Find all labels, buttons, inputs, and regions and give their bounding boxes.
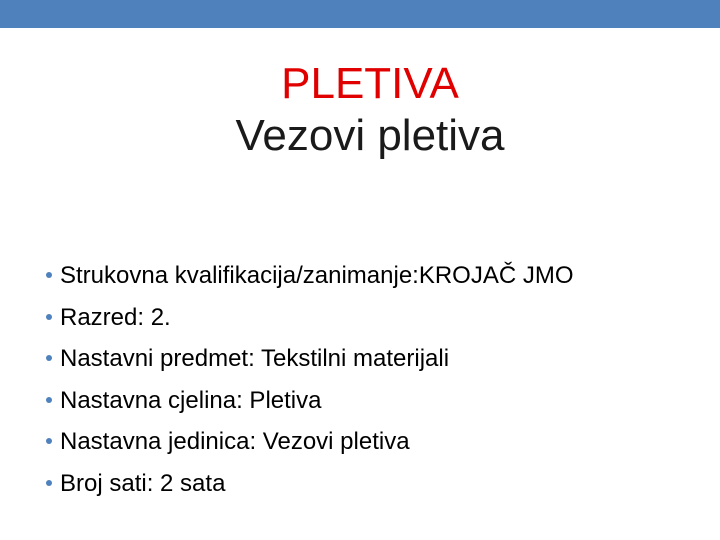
slide-title [0,58,720,162]
bullet-text: Broj sati: 2 sata [60,469,226,497]
top-accent-bar [0,0,720,28]
bullet-text: Nastavna jedinica: Vezovi pletiva [60,428,410,455]
bullet-dot-icon [46,314,52,320]
bullet-item-grade [46,297,706,339]
bullet-list [46,255,706,504]
bullet-dot-icon [46,355,52,361]
bullet-text: Razred: 2. [60,303,171,331]
bullet-text: Strukovna kvalifikacija/zanimanje:KROJAČ JMO [60,262,574,289]
title-sub: Vezovi pletiva [235,111,505,160]
bullet-item-subject [46,338,706,380]
bullet-text: Nastavni predmet: Tekstilni materijali [60,345,450,372]
bullet-text: Nastavna cjelina: Pletiva [60,386,322,414]
title-main: PLETIVA [281,59,459,108]
bullet-dot-icon [46,272,52,278]
bullet-item-qualification [46,255,706,297]
bullet-dot-icon [46,397,52,403]
bullet-dot-icon [46,480,52,486]
bullet-item-lesson [46,421,706,463]
bullet-item-hours [46,463,706,505]
bullet-dot-icon [46,438,52,444]
bullet-item-unit [46,380,706,422]
